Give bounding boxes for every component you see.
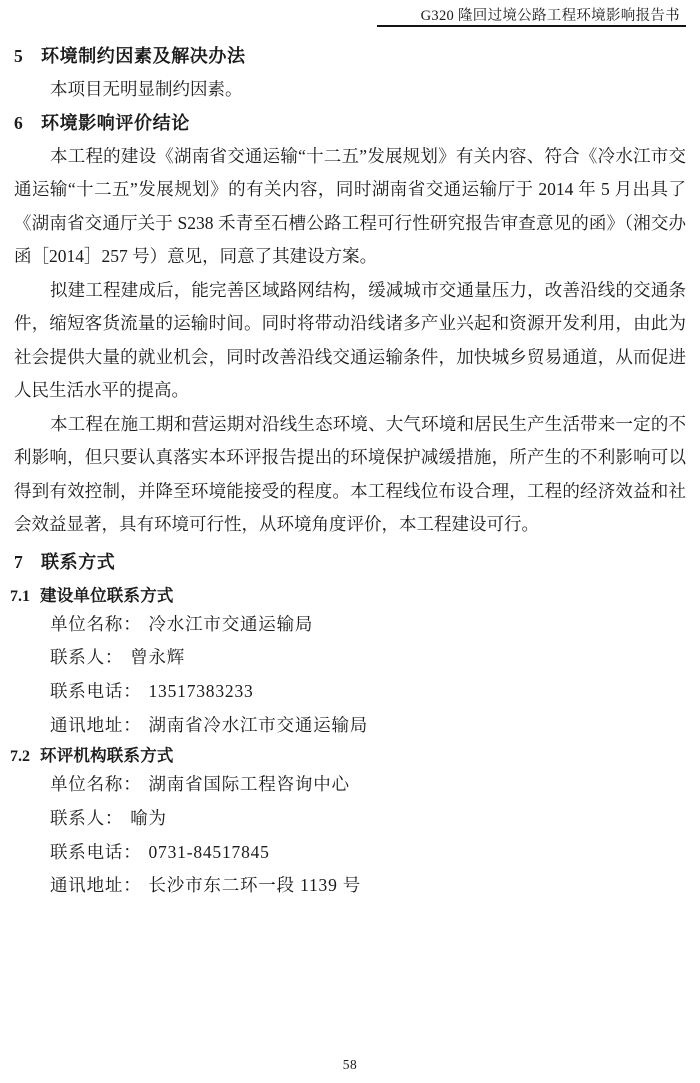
- contact-field: [50, 608, 686, 642]
- page-header: [0, 4, 700, 28]
- field-label: 联系电话：: [50, 680, 142, 701]
- section-5-number: 5: [14, 46, 23, 66]
- subsection-7-2-title: 环评机构联系方式: [40, 747, 174, 766]
- section-6-heading: [14, 111, 686, 135]
- field-label: 通讯地址：: [50, 714, 142, 735]
- field-value: 长沙市东二环一段 1139 号: [148, 875, 362, 896]
- field-value: 冷水江市交通运输局: [148, 613, 314, 634]
- contact-field: [50, 709, 686, 743]
- paragraph: 拟建工程建成后，能完善区域路网结构，缓减城市交通量压力，改善沿线的交通条件，缩短客货流量的运输时间。同时将带动沿线诸多产业兴起和资源开发利用，由此为社会提供大量的就业机会，同时改善沿线交通运输条件，加快城乡贸易通道，从而促进人民生活水平的提高。: [14, 279, 686, 400]
- field-value: 0731-84517845: [148, 841, 270, 862]
- field-label: 联系人：: [50, 647, 124, 668]
- contact-field: [50, 802, 686, 836]
- field-value: 13517383233: [148, 680, 254, 701]
- paragraph: 本工程在施工期和营运期对沿线生态环境、大气环境和居民生产生活带来一定的不利影响，但只要认真落实本环评报告提出的环境保护减缓措施，所产生的不利影响可以得到有效控制，并降至环境能接受的程度。本工程线位布设合理，工程的经济效益和社会效益显著，具有环境可行性，从环境角度评价，本工程建设可行。: [14, 413, 686, 534]
- contact-field: [50, 768, 686, 802]
- section-6-paragraphs: [14, 140, 686, 542]
- contact-field: [50, 836, 686, 870]
- field-label: 通讯地址：: [50, 875, 142, 896]
- header-rule: [377, 25, 686, 27]
- section-5-heading: [14, 44, 686, 68]
- section-7-heading: [14, 550, 686, 574]
- section-7-number: 7: [14, 551, 23, 572]
- section-6-number: 6: [14, 112, 23, 133]
- section-5-paragraph: 本项目无明显制约因素。: [50, 79, 243, 99]
- subsection-7-1-title: 建设单位联系方式: [40, 586, 174, 605]
- header-title: G320 隆回过境公路工程环境影响报告书: [420, 8, 680, 24]
- field-value: 喻为: [130, 808, 167, 829]
- document-body: [10, 40, 686, 903]
- section-6-title: 环境影响评价结论: [41, 112, 190, 133]
- field-label: 单位名称：: [50, 613, 142, 634]
- subsection-7-1-heading: [10, 585, 686, 608]
- field-value: 湖南省冷水江市交通运输局: [148, 714, 369, 735]
- builder-contact-fields: [14, 608, 686, 743]
- page-footer: [0, 1057, 700, 1073]
- section-7-title: 联系方式: [41, 551, 116, 572]
- page-number: 58: [342, 1057, 358, 1072]
- contact-field: [50, 675, 686, 709]
- eia-agency-contact-fields: [14, 768, 686, 903]
- field-label: 联系电话：: [50, 841, 142, 862]
- subsection-7-2-heading: [10, 745, 686, 768]
- paragraph: 本工程的建设《湖南省交通运输“十二五”发展规划》有关内容、符合《冷水江市交通运输“十二五”发展规划》的有关内容，同时湖南省交通运输厅于 2014 年 5 月出具了《湖南省交通厅关于 S238 禾青至石槽公路工程可行性研究报告审查意见的函》（湘交办函［2014］257 号）意见，同意了其建设方案。: [14, 145, 686, 266]
- field-value: 湖南省国际工程咨询中心: [148, 774, 350, 795]
- field-value: 曾永辉: [130, 647, 186, 668]
- field-label: 单位名称：: [50, 774, 142, 795]
- contact-field: [50, 869, 686, 903]
- field-label: 联系人：: [50, 808, 124, 829]
- subsection-7-1-number: 7.1: [10, 587, 30, 605]
- section-5-title: 环境制约因素及解决办法: [41, 46, 246, 66]
- contact-field: [50, 641, 686, 675]
- subsection-7-2-number: 7.2: [10, 748, 30, 766]
